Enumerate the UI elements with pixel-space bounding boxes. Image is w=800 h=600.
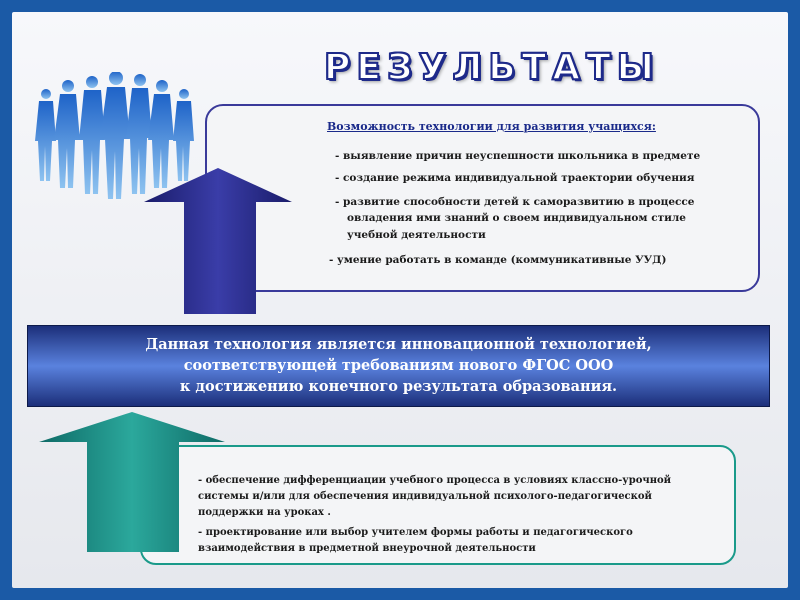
teacher-opportunities-box — [140, 445, 736, 565]
list-item: - развитие способности детей к саморазвитию в процессе — [335, 196, 695, 208]
banner-line: соответствующей требованиям нового ФГОС ООО — [183, 357, 614, 374]
list-item: овладения ими знаний о своем индивидуальном стиле — [347, 212, 686, 224]
list-item: - выявление причин неуспешности школьника в предмете — [335, 150, 701, 162]
banner-line: к достижению конечного результата образования. — [179, 378, 618, 395]
up-arrow-icon — [39, 412, 225, 552]
list-item: - обеспечение дифференциации учебного процесса в условиях классно-урочной — [198, 475, 672, 486]
list-item: - умение работать в команде (коммуникативные УУД) — [329, 254, 667, 266]
list-item: системы и/или для обеспечения индивидуальной психолого-педагогической — [198, 491, 652, 502]
list-item: взаимодействия в предметной внеурочной деятельности — [198, 543, 536, 554]
up-arrow-icon — [144, 168, 292, 314]
list-item: - создание режима индивидуальной траектории обучения — [335, 172, 695, 184]
list-item: - проектирование или выбор учителем формы работы и педагогического — [198, 527, 633, 538]
page-title: РЕЗУЛЬТАТЫ — [324, 47, 660, 88]
top-box-heading: Возможность технологии для развития учащихся: — [327, 120, 656, 133]
list-item: поддержки на уроках . — [198, 507, 331, 518]
slide — [12, 12, 788, 588]
banner-line: Данная технология является инновационной технологией, — [145, 336, 652, 353]
list-item: учебной деятельности — [347, 229, 486, 241]
conclusion-banner — [27, 325, 770, 407]
